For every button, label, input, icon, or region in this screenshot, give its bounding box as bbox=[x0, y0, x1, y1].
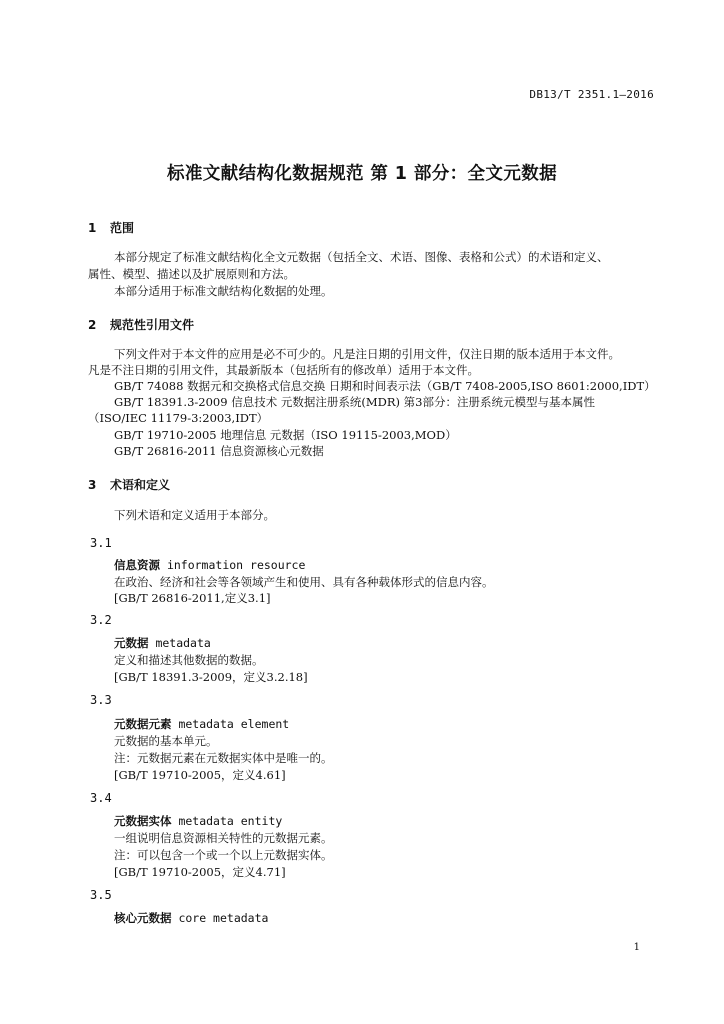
term-definition: 一组说明信息资源相关特性的元数据元素。 bbox=[114, 831, 333, 845]
reference-line: GB/T 19710-2005 地理信息 元数据（ISO 19115-2003,MOD） bbox=[114, 428, 457, 442]
section-heading-1 bbox=[88, 219, 134, 236]
paragraph-line: 凡是不注日期的引用文件，其最新版本（包括所有的修改单）适用于本文件。 bbox=[88, 363, 479, 377]
term-english: information resource bbox=[166, 558, 306, 572]
term-heading bbox=[114, 716, 289, 732]
section-number: 2 bbox=[88, 318, 97, 332]
reference-line: （ISO/IEC 11179-3:2003,IDT） bbox=[88, 411, 269, 425]
term-heading bbox=[114, 813, 282, 829]
term-chinese: 核心元数据 bbox=[114, 911, 172, 925]
paragraph-line: 本部分适用于标准文献结构化数据的处理。 bbox=[114, 284, 333, 298]
reference-line: GB/T 26816-2011 信息资源核心元数据 bbox=[114, 444, 324, 458]
term-number: 3.2 bbox=[90, 613, 112, 627]
section-number: 3 bbox=[88, 478, 97, 492]
section-number: 1 bbox=[88, 221, 97, 235]
term-definition: 元数据的基本单元。 bbox=[114, 734, 218, 748]
term-note: 注：可以包含一个或一个以上元数据实体。 bbox=[114, 848, 333, 862]
paragraph-line: 本部分规定了标准文献结构化全文元数据（包括全文、术语、图像、表格和公式）的术语和定义、 bbox=[114, 250, 609, 264]
document-code: DB13/T 2351.1—2016 bbox=[529, 88, 654, 101]
term-english: metadata bbox=[155, 636, 211, 650]
term-source: [GB/T 19710-2005，定义4.71] bbox=[114, 865, 286, 879]
section-title: 规范性引用文件 bbox=[110, 318, 195, 332]
term-source: [GB/T 18391.3-2009，定义3.2.18] bbox=[114, 670, 308, 684]
paragraph-line: 下列文件对于本文件的应用是必不可少的。凡是注日期的引用文件，仅注日期的版本适用于本文件。 bbox=[114, 347, 620, 361]
term-chinese: 元数据 bbox=[114, 636, 149, 650]
section-heading-3 bbox=[88, 476, 170, 493]
term-source: [GB/T 26816-2011,定义3.1] bbox=[114, 591, 271, 605]
reference-line: GB/T 74088 数据元和交换格式信息交换 日期和时间表示法（GB/T 7408-2005,ISO 8601:2000,IDT） bbox=[114, 379, 656, 393]
term-number: 3.5 bbox=[90, 888, 112, 902]
page-number: 1 bbox=[633, 942, 640, 953]
section-heading-2 bbox=[88, 316, 194, 333]
term-number: 3.4 bbox=[90, 791, 112, 805]
term-chinese: 元数据元素 bbox=[114, 717, 172, 731]
term-english: metadata entity bbox=[178, 814, 283, 828]
term-number: 3.1 bbox=[90, 536, 112, 550]
term-english: core metadata bbox=[178, 911, 269, 925]
section-title: 术语和定义 bbox=[110, 478, 171, 492]
paragraph-line: 属性、模型、描述以及扩展原则和方法。 bbox=[88, 267, 295, 281]
term-english: metadata element bbox=[178, 717, 290, 731]
reference-line: GB/T 18391.3-2009 信息技术 元数据注册系统(MDR) 第3部分：注册系统元模型与基本属性 bbox=[114, 395, 595, 409]
term-heading bbox=[114, 910, 268, 926]
paragraph-line: 下列术语和定义适用于本部分。 bbox=[114, 508, 275, 522]
term-heading bbox=[114, 557, 305, 573]
term-number: 3.3 bbox=[90, 693, 112, 707]
term-heading bbox=[114, 635, 211, 651]
term-chinese: 信息资源 bbox=[114, 558, 160, 572]
term-definition: 在政治、经济和社会等各领域产生和使用、具有各种载体形式的信息内容。 bbox=[114, 575, 494, 589]
section-title: 范围 bbox=[110, 221, 135, 235]
document-title: 标准文献结构化数据规范 第 1 部分：全文元数据 bbox=[166, 164, 558, 184]
term-note: 注：元数据元素在元数据实体中是唯一的。 bbox=[114, 751, 333, 765]
term-definition: 定义和描述其他数据的数据。 bbox=[114, 653, 264, 667]
term-chinese: 元数据实体 bbox=[114, 814, 172, 828]
term-source: [GB/T 19710-2005，定义4.61] bbox=[114, 768, 286, 782]
